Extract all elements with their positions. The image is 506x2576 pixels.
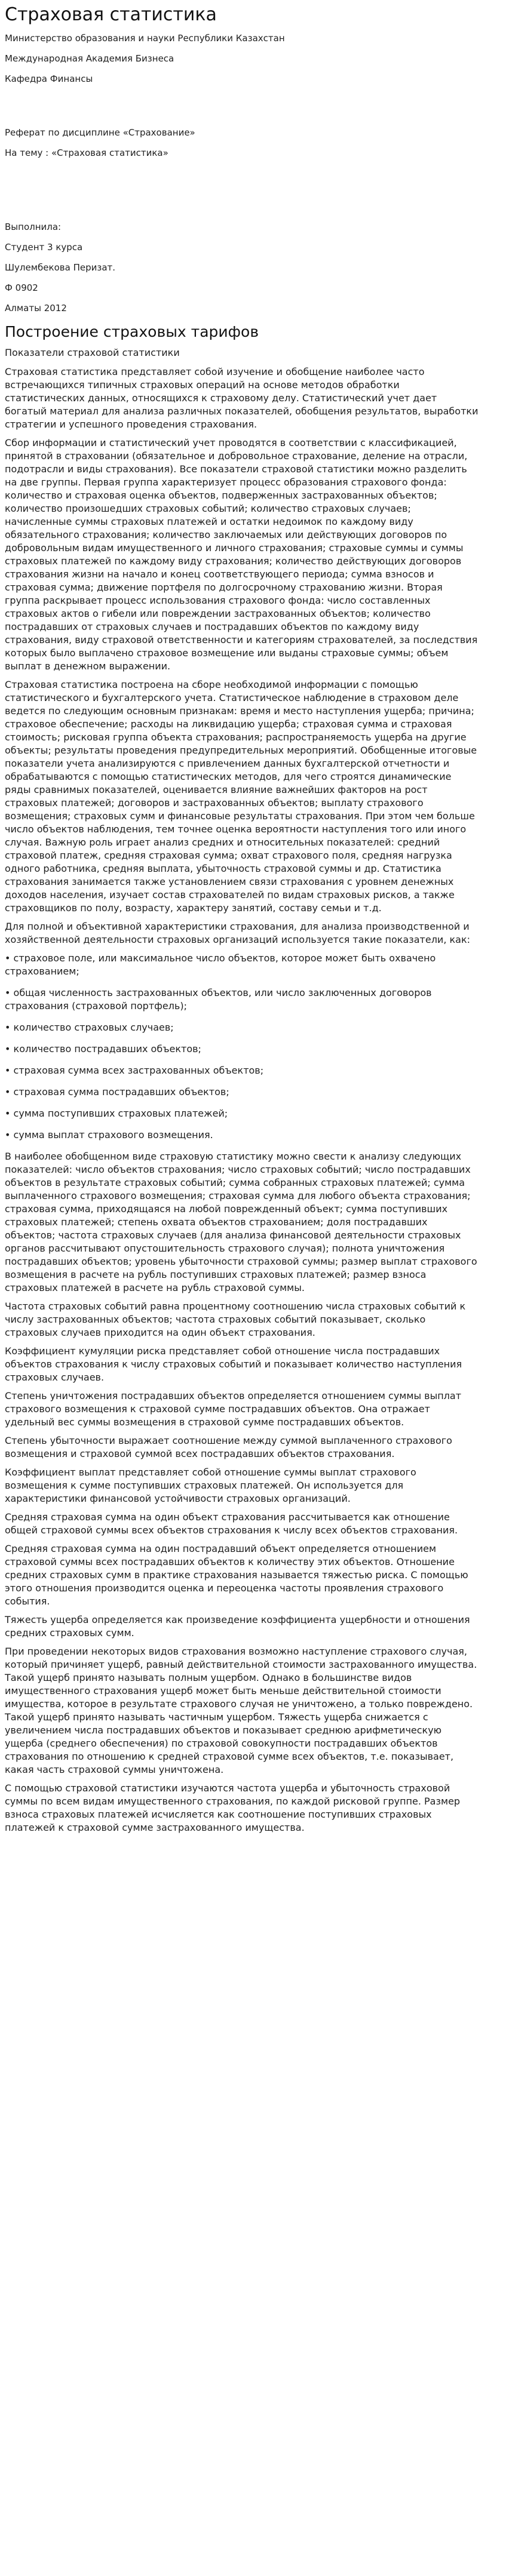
group-line: Ф 0902 (5, 282, 38, 293)
paragraph: Средняя страховая сумма на один объект страхования рассчитывается как отношение общей страховой суммы всех объектов страхования к числу всех объектов страхования. (5, 1511, 458, 1536)
list-item: • сумма поступивших страховых платежей; (5, 1108, 228, 1119)
paragraph: Тяжесть ущерба определяется как произведение коэффициента ущербности и отношения средних страховых сумм. (5, 1614, 470, 1639)
list-item: • количество пострадавших объектов; (5, 1043, 201, 1055)
paragraph: Коэффициент выплат представляет собой отношение суммы выплат страхового возмещения к сумме поступивших страховых платежей. Он используется для характеристики финансовой устойчивости страховых организаций. (5, 1467, 416, 1504)
spacer (5, 201, 480, 221)
list-item: • сумма выплат страхового возмещения. (5, 1129, 213, 1141)
student-name-line: Шулембекова Перизат. (5, 262, 116, 273)
paragraph: С помощью страховой статистики изучаются частота ущерба и убыточность страховой суммы по всем видам имущественного страхования, по каждой рисковой группе. Размер взноса страховых платежей исчисляется как соотношение поступивших страховых платежей к страховой сумме застрахованного имущества. (5, 1782, 461, 1833)
spacer (5, 93, 480, 127)
topic-line: На тему : «Страховая статистика» (5, 147, 168, 158)
section-title: Построение страховых тарифов (5, 323, 259, 340)
city-year-line: Алматы 2012 (5, 303, 67, 313)
list-item: • количество страховых случаев; (5, 1022, 174, 1033)
paragraph: Степень убыточности выражает соотношение между суммой выплаченного страхового возмещения и страховой суммой всех пострадавших объектов страхования. (5, 1435, 452, 1459)
report-line: Реферат по дисциплине «Страхование» (5, 127, 195, 138)
ministry-line: Министерство образования и науки Республики Казахстан (5, 33, 285, 44)
student-course-line: Студент 3 курса (5, 242, 83, 253)
list-item: • страховое поле, или максимальное число объектов, которое может быть охвачено страхованием; (5, 952, 436, 977)
paragraph: Страховая статистика построена на сборе необходимой информации с помощью статистического и бухгалтерского учета. Статистическое наблюдение в страховом деле ведется по следующим основным признакам: время и место наступления ущерба; причина; страховое обеспечение; расходы на ликвидацию ущерба; страховая сумма и страховая стоимость; рисковая группа объекта страхования; распространяемость ущерба на другие объекты; результаты проведения предупредительных мероприятий. Обобщенные итоговые показатели учета анализируются с привлечением данных бухгалтерской отчетности и обрабатываются с помощью статистических методов, для чего строятся динамические ряды сравнимых показателей, оценивается влияние важнейших факторов на рост страховых платежей; договоров и застрахованных объектов; выплату страхового возмещения; страховых сумм и финансовые результаты страхования. При этом чем больше число объектов наблюдения, тем точнее оценка вероятности наступления того или иного случая. Важную роль играет анализ средних и относительных показателей: средний страховой платеж, средняя страховая сумма; охват страхового поля, средняя нагрузка одного работника, средняя выплата, убыточность страховой суммы и др. Статистика страхования занимается также установлением связи страхования с уровнем денежных доходов населения, изучает состав страхователей по видам страховых рисков, а также страховщиков по полу, возрасту, характеру занятий, составу семьи и т.д. (5, 679, 477, 914)
paragraph: Частота страховых событий равна процентному соотношению числа страховых событий к числу застрахованных объектов; частота страховых событий показывает, сколько страховых случаев приходится на один объект страхования. (5, 1301, 466, 1338)
spacer (5, 167, 480, 201)
paragraph: Степень уничтожения пострадавших объектов определяется отношением суммы выплат страхового возмещения к страховой сумме пострадавших объектов. Она отражает удельный вес суммы возмещения в страховой сумме пострадавших объектов. (5, 1390, 462, 1428)
document-title: Страховая статистика (5, 4, 217, 25)
paragraph: В наиболее обобщенном виде страховую статистику можно свести к анализу следующих показателей: число объектов страхования; число страховых событий; число пострадавших объектов в результате страховых событий; сумма собранных страховых платежей; сумма выплаченного страхового возмещения; страховая сумма для любого объекта страхования; страховая сумма, приходящаяся на любой поврежденный объект; сумма поступивших страховых платежей; степень охвата объектов страхованием; доля пострадавших объектов; частота страховых случаев (для анализа финансовой деятельности страховых органов рассчитывают опустошительность страхового случая); полнота уничтожения пострадавших объектов; уровень убыточности страховой суммы; размер выплат страхового возмещения в расчете на рубль поступивших страховых платежей; размер взноса страховых платежей в расчете на рубль страховой суммы. (5, 1151, 477, 1293)
department-line: Кафедра Финансы (5, 73, 93, 84)
list-item: • общая численность застрахованных объектов, или число заключенных договоров страхования (страховой портфель); (5, 987, 432, 1012)
paragraph: Сбор информации и статистический учет проводятся в соответствии с классификацией, принятой в страховании (обязательное и добровольное страхование, деление на отрасли, подотрасли и виды страхования). Все показатели страховой статистики можно разделить на две группы. Первая группа характеризует процесс образования страхового фонда: количество и страховая оценка объектов, подверженных застрахованных объектов; количество произошедших страховых событий; количество страховых случаев; начисленные суммы страховых платежей и остатки недоимок по каждому виду обязательного страхования; количество заключаемых или действующих договоров по добровольным видам имущественного и личного страхования; страховые суммы и суммы страховых платежей по каждому виду страхования; количество действующих договоров страхования жизни на начало и конец соответствующего периода; сумма взносов и страховая сумма; движение портфеля по долгосрочному страхованию жизни. Вторая группа раскрывает процесс использования страхового фонда: число составленных страховых актов о гибели или повреждении застрахованных объектов; количество пострадавших от страховых случаев и пострадавших объектов по каждому виду страхования, виду страховой ответственности и категориям страхователей, за последствия которых было выплачено страховое возмещение или выданы страховые суммы; объем выплат в денежном выражении. (5, 437, 478, 672)
completed-by-line: Выполнила: (5, 222, 62, 232)
academy-line: Международная Академия Бизнеса (5, 53, 174, 64)
paragraph: Страховая статистика представляет собой изучение и обобщение наиболее часто встречающихся типичных страховых операций на основе методов обработки статистических данных, относящихся к страховому делу. Статистический учет дает богатый материал для анализа различных показателей, обобщения результатов, выработки стратегии и успешного проведения страхования. (5, 366, 479, 430)
paragraph: Средняя страховая сумма на один пострадавший объект определяется отношением страховой суммы всех пострадавших объектов к количеству этих объектов. Отношение средних страховых сумм в практике страхования называется тяжестью риска. С помощью этого отношения производится оценка и переоценка частоты проявления страхового события. (5, 1543, 468, 1607)
paragraph: Коэффициент кумуляции риска представляет собой отношение числа пострадавших объектов страхования к числу страховых событий и показывает количество наступления страховых случаев. (5, 1345, 462, 1383)
section-subtitle: Показатели страховой статистики (5, 347, 180, 358)
paragraph: При проведении некоторых видов страхования возможно наступление страхового случая, который причиняет ущерб, равный действительной стоимости застрахованного имущества. Такой ущерб принято называть полным ущербом. Однако в большинстве видов имущественного страхования ущерб может быть меньше действительной стоимости имущества, которое в результате страхового случая не уничтожено, а только повреждено. Такой ущерб принято называть частичным ущербом. Тяжесть ущерба снижается с увеличением числа пострадавших объектов и показывает среднюю арифметическую ущерба (среднего обеспечения) по страховой совокупности пострадавших объектов страхования по отношению к средней страховой сумме всех объектов, т.е. показывает, какая часть страховой суммы уничтожена. (5, 1646, 477, 1775)
list-item: • страховая сумма всех застрахованных объектов; (5, 1065, 264, 1076)
list-item: • страховая сумма пострадавших объектов; (5, 1086, 229, 1098)
paragraph: Для полной и объективной характеристики страхования, для анализа производственной и хозяйственной деятельности страховых организаций используется такие показатели, как: (5, 921, 471, 945)
